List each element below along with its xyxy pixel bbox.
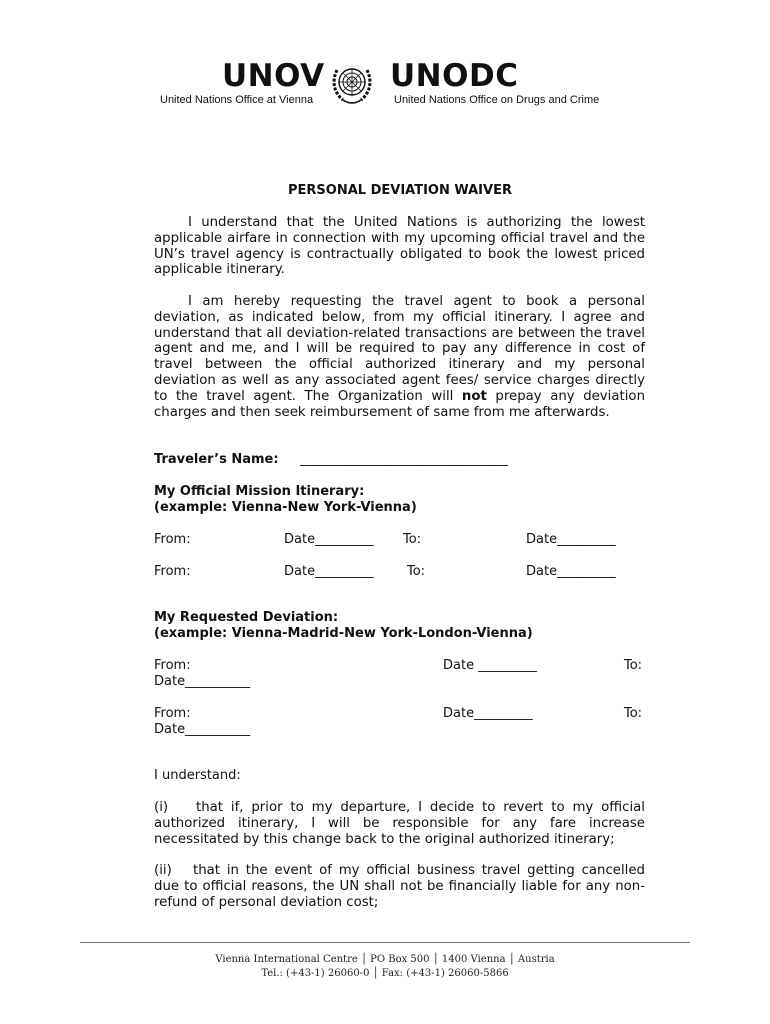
- requested-row-1-to-date[interactable]: Date__________: [154, 674, 251, 689]
- paragraph-deviation-text-2: prepay any deviation charges and then seek reimbursement of same from me afterwards.: [154, 388, 645, 420]
- official-itinerary-example: (example: Vienna-New York-Vienna): [154, 500, 417, 515]
- requested-row-1-to-label: To:: [624, 658, 643, 673]
- official-row-1-from-label: From:: [154, 532, 191, 547]
- document-title: PERSONAL DEVIATION WAIVER: [288, 183, 512, 198]
- traveler-name-field[interactable]: ________________________________: [300, 452, 508, 467]
- official-row-2-from-date[interactable]: Date_________: [284, 564, 374, 579]
- official-row-1-from-date[interactable]: Date_________: [284, 532, 374, 547]
- paragraph-authorization: [154, 215, 645, 278]
- understand-item-2-text: that in the event of my official business travel getting cancelled due to official reasons, the UN shall not be financially liable for any non-refund of personal deviation cost;: [154, 863, 645, 910]
- requested-row-2-to-date[interactable]: Date__________: [154, 722, 251, 737]
- paragraph-authorization-text: I understand that the United Nations is authorizing the lowest applicable airfare in connection with my upcoming official travel and the UN’s travel agency is contractually obligated to book the lowest priced applicable itinerary.: [154, 215, 645, 278]
- requested-row-1-from-label: From:: [154, 658, 191, 673]
- unodc-logo: UNODC: [390, 58, 519, 94]
- traveler-name-label: Traveler’s Name:: [154, 452, 279, 467]
- understand-item-2-number: (ii): [154, 863, 172, 878]
- official-row-2-to-label: To:: [407, 564, 426, 579]
- unodc-subtitle: United Nations Office on Drugs and Crime: [394, 94, 600, 106]
- understand-item-1-number: (i): [154, 800, 169, 815]
- footer-contact: Tel.: (+43-1) 26060-0 │ Fax: (+43-1) 26060-5866: [261, 968, 509, 979]
- requested-row-2-from-label: From:: [154, 706, 191, 721]
- understand-intro: I understand:: [154, 768, 241, 783]
- paragraph-deviation-emphasis: not: [461, 388, 487, 404]
- understand-item-1-text: that if, prior to my departure, I decide to revert to my official authorized itinerary, I will be responsible for any fare increase necessitated by this change back to the original authorized itinerary;: [154, 800, 645, 847]
- requested-deviation-example: (example: Vienna-Madrid-New York-London-Vienna): [154, 626, 533, 641]
- understand-item-1: [154, 800, 645, 847]
- official-row-2-from-label: From:: [154, 564, 191, 579]
- footer-divider: [80, 942, 690, 943]
- requested-row-2-from-date[interactable]: Date_________: [443, 706, 533, 721]
- official-row-2-to-date[interactable]: Date_________: [526, 564, 616, 579]
- requested-deviation-heading: My Requested Deviation:: [154, 610, 339, 625]
- official-row-1-to-label: To:: [403, 532, 422, 547]
- official-row-1-to-date[interactable]: Date_________: [526, 532, 616, 547]
- requested-row-1-from-date[interactable]: Date _________: [443, 658, 537, 673]
- un-emblem-icon: [329, 60, 375, 108]
- requested-row-2-to-label: To:: [624, 706, 643, 721]
- official-itinerary-heading: My Official Mission Itinerary:: [154, 484, 365, 499]
- understand-item-2: [154, 863, 645, 910]
- footer-address: Vienna International Centre │ PO Box 500 │ 1400 Vienna │ Austria: [215, 954, 555, 965]
- unov-logo: UNOV: [222, 58, 325, 94]
- paragraph-deviation-request: [154, 294, 645, 420]
- unov-subtitle: United Nations Office at Vienna: [160, 94, 314, 106]
- paragraph-deviation-text-1: I am hereby requesting the travel agent to book a personal deviation, as indicated below, from my official itinerary. I agree and understand that all deviation-related transactions are between the travel agent and me, and I will be required to pay any difference in cost of travel between the official authorized itinerary and my personal deviation as well as any associated agent fees/ service charges directly to the travel agent. The Organization will: [154, 294, 645, 404]
